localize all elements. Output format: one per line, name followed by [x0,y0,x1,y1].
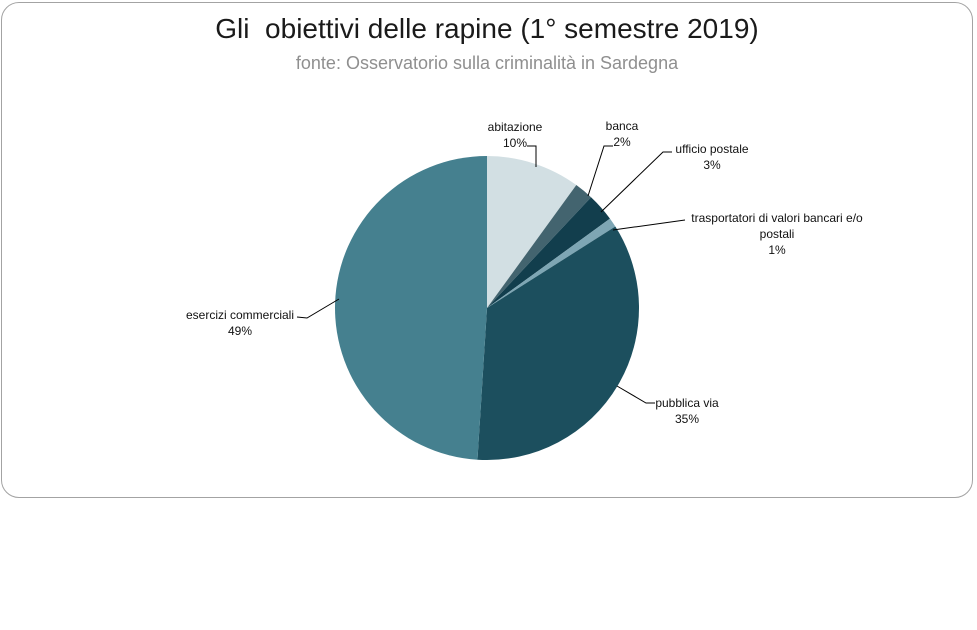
pie-label-percent: 35% [674,412,700,426]
pie-label-text: banca [605,119,639,133]
pie-label-pubblica-via [537,395,837,427]
pie-label-esercizi-commerciali [90,307,390,339]
pie-label-percent: 2% [613,135,631,149]
pie-label-ufficio-postale [562,141,862,173]
pie-label-text: esercizi commerciali [185,308,295,322]
pie-label-text: trasportatori di valori bancari e/o [691,211,863,225]
pie-label-percent: 49% [227,324,253,338]
pie-label-percent: 1% [768,243,786,257]
pie-label-text: postali [759,227,795,241]
chart-title: Gli obiettivi delle rapine (1° semestre 2019) [215,13,759,44]
pie-label-trasportatori-di-valori-bancari-e-o-postali [627,210,927,258]
chart-subtitle: fonte: Osservatorio sulla criminalità in Sardegna [295,53,679,73]
pie-label-text: abitazione [487,120,543,134]
pie-label-text: pubblica via [655,396,719,410]
pie-label-percent: 10% [502,136,528,150]
pie-label-percent: 3% [703,158,721,172]
pie-label-text: ufficio postale [675,142,749,156]
